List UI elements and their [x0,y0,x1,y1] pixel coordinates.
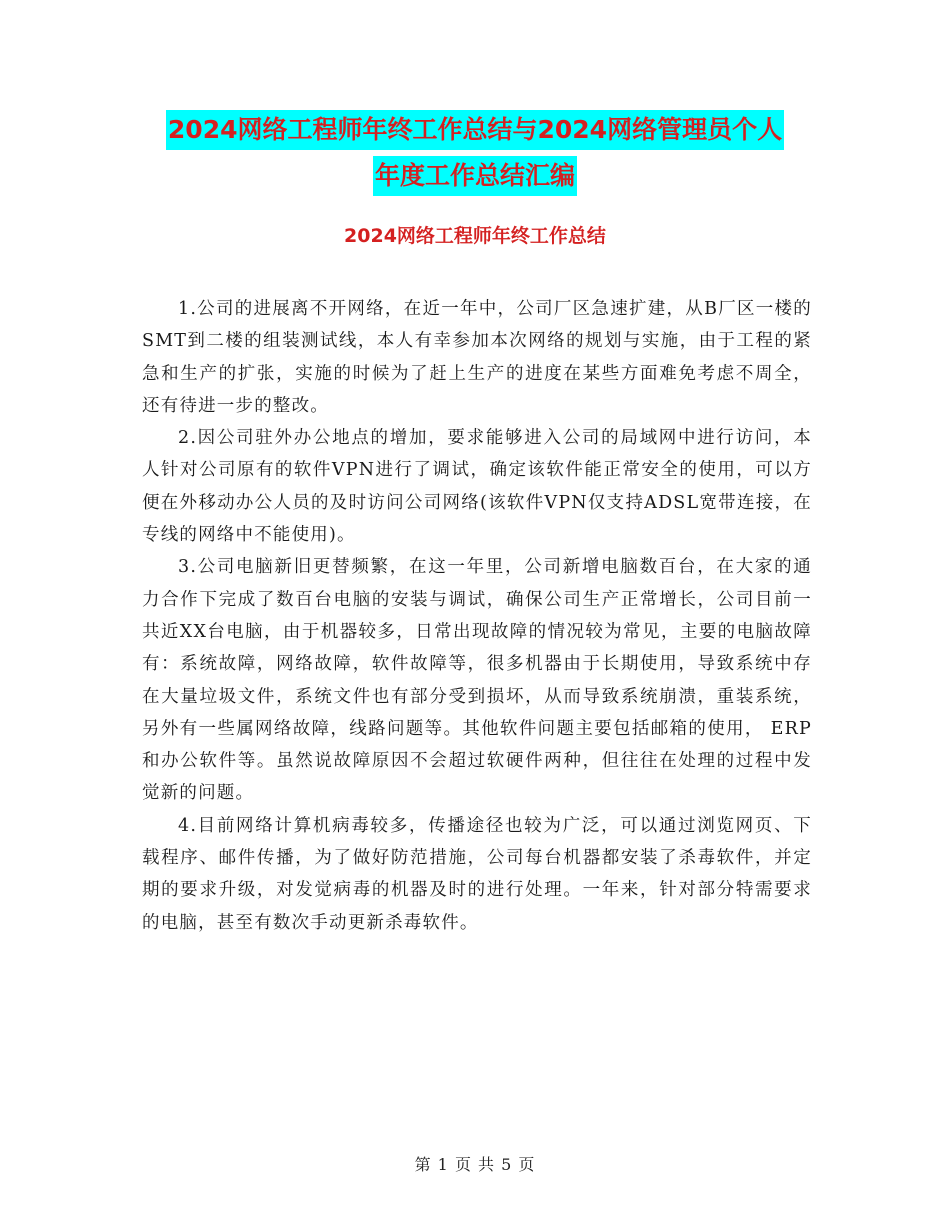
paragraph-4: 4.目前网络计算机病毒较多，传播途径也较为广泛，可以通过浏览网页、下载程序、邮件传播，为了做好防范措施，公司每台机器都安装了杀毒软件，并定期的要求升级，对发觉病毒的机器及时的进行处理。一年来，针对部分特需要求的电脑，甚至有数次手动更新杀毒软件。 [142,815,812,933]
paragraph-2: 2.因公司驻外办公地点的增加，要求能够进入公司的局域网中进行访问，本人针对公司原有的软件VPN进行了调试，确定该软件能正常安全的使用，可以方便在外移动办公人员的及时访问公司网络(该软件VPN仅支持ADSL宽带连接，在专线的网络中不能使用)。 [142,428,812,546]
page-footer: 第 1 页 共 5 页 [414,1155,536,1174]
title-line-1: 2024网络工程师年终工作总结与2024网络管理员个人 [166,110,784,150]
document-title [140,110,810,196]
body-text [142,293,812,939]
paragraph-3: 3.公司电脑新旧更替频繁，在这一年里，公司新增电脑数百台，在大家的通力合作下完成了数百台电脑的安装与调试，确保公司生产正常增长，公司目前一共近XX台电脑，由于机器较多，日常出现故障的情况较为常见，主要的电脑故障有：系统故障，网络故障，软件故障等，很多机器由于长期使用，导致系统中存在大量垃圾文件，系统文件也有部分受到损坏，从而导致系统崩溃，重装系统，另外有一些属网络故障，线路问题等。其他软件问题主要包括邮箱的使用， ERP和办公软件等。虽然说故障原因不会超过软硬件两种，但往往在处理的过程中发觉新的问题。 [142,557,812,804]
title-line-2: 年度工作总结汇编 [373,156,577,196]
section-heading: 2024网络工程师年终工作总结 [344,225,606,247]
paragraph-1: 1.公司的进展离不开网络，在近一年中，公司厂区急速扩建，从B厂区一楼的SMT到二楼的组装测试线，本人有幸参加本次网络的规划与实施，由于工程的紧急和生产的扩张，实施的时候为了赶上生产的进度在某些方面难免考虑不周全，还有待进一步的整改。 [142,299,812,416]
